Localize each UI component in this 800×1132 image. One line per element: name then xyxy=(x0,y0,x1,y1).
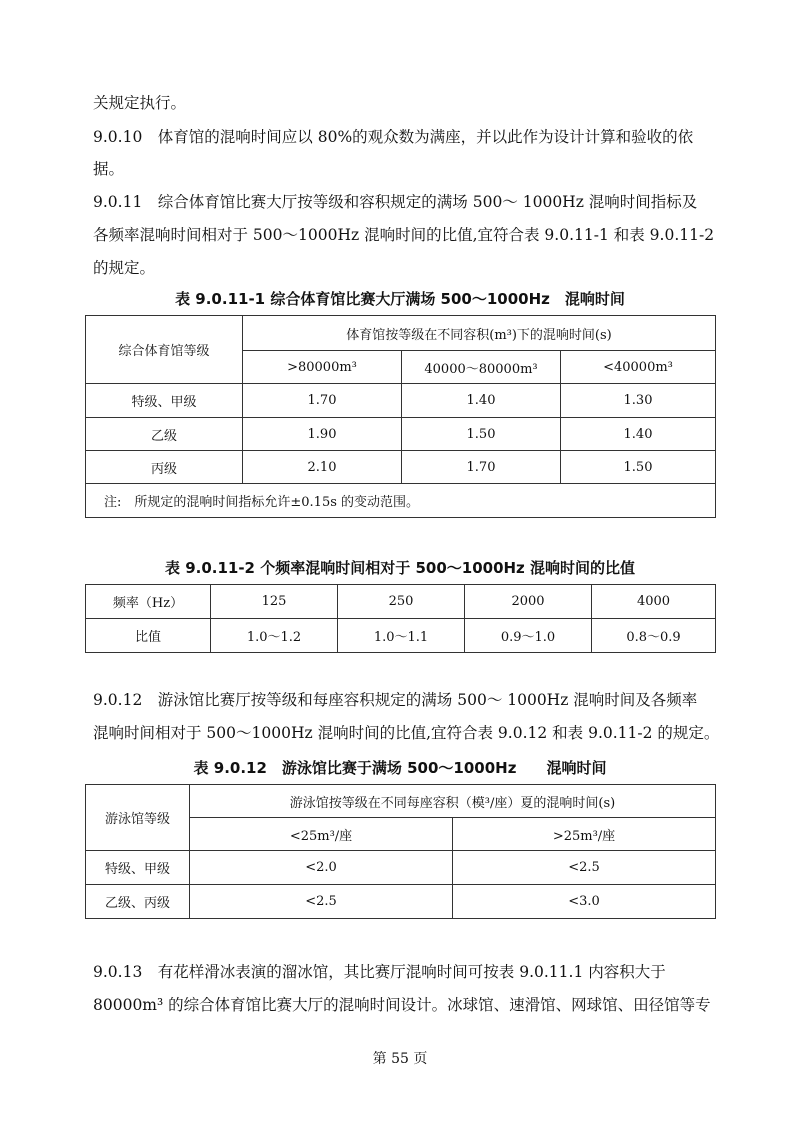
table2-header: 125 xyxy=(211,585,338,619)
table3-cell: 特级、甲级 xyxy=(86,851,190,885)
table1-note: 注: 所规定的混响时间指标允许±0.15s 的变动范围。 xyxy=(86,484,716,518)
page-number: 第 55 页 xyxy=(372,1051,428,1067)
table-row xyxy=(86,418,716,451)
clause-9-0-11: 9.0.11 综合体育馆比赛大厅按等级和容积规定的满场 500～ 1000Hz 混响时间指标及 xyxy=(93,193,698,211)
table1-header-span: 体育馆按等级在不同容积(m³)下的混响时间(s) xyxy=(243,316,716,351)
table2-cell: 0.8～0.9 xyxy=(592,619,716,653)
table-row xyxy=(86,885,716,919)
paragraph-line: 据。 xyxy=(93,160,125,178)
table3-cell: <2.5 xyxy=(190,885,453,919)
table1-cell: 1.70 xyxy=(402,451,561,484)
paragraph-line: 各频率混响时间相对于 500～1000Hz 混响时间的比值,宜符合表 9.0.11-1 和表 9.0.11-2 xyxy=(93,226,715,244)
table3-header-grade: 游泳馆等级 xyxy=(86,785,190,851)
paragraph-line: 混响时间相对于 500～1000Hz 混响时间的比值,宜符合表 9.0.12 和表 9.0.11-2 的规定。 xyxy=(93,724,720,742)
table2 xyxy=(85,584,716,653)
table3-cell: <2.0 xyxy=(190,851,453,885)
paragraph-line: 80000m³ 的综合体育馆比赛大厅的混响时间设计。冰球馆、速滑馆、网球馆、田径馆等专 xyxy=(93,996,711,1014)
table2-header: 2000 xyxy=(465,585,592,619)
clause-9-0-12: 9.0.12 游泳馆比赛厅按等级和每座容积规定的满场 500～ 1000Hz 混响时间及各频率 xyxy=(93,691,698,709)
table1-cell: 乙级 xyxy=(86,418,243,451)
table1-subheader: 40000～80000m³ xyxy=(402,351,561,384)
table-row xyxy=(86,585,716,619)
table1-cell: 1.40 xyxy=(561,418,716,451)
table3-subheader: >25m³/座 xyxy=(453,818,716,851)
table1-cell: 1.90 xyxy=(243,418,402,451)
table3 xyxy=(85,784,716,919)
table1-cell: 1.30 xyxy=(561,384,716,418)
table1 xyxy=(85,315,716,518)
table2-cell: 1.0～1.1 xyxy=(338,619,465,653)
table1-subheader: >80000m³ xyxy=(243,351,402,384)
table3-cell: <2.5 xyxy=(453,851,716,885)
paragraph-line: 的规定。 xyxy=(93,259,156,277)
table-row xyxy=(86,451,716,484)
table1-subheader: <40000m³ xyxy=(561,351,716,384)
table1-cell: 1.50 xyxy=(402,418,561,451)
table3-subheader: <25m³/座 xyxy=(190,818,453,851)
table1-cell: 2.10 xyxy=(243,451,402,484)
table1-cell: 1.50 xyxy=(561,451,716,484)
table-row xyxy=(86,384,716,418)
table2-cell: 0.9～1.0 xyxy=(465,619,592,653)
table1-cell: 丙级 xyxy=(86,451,243,484)
table1-cell: 1.70 xyxy=(243,384,402,418)
table2-cell: 1.0～1.2 xyxy=(211,619,338,653)
table3-header-span: 游泳馆按等级在不同每座容积（模³/座）夏的混响时间(s) xyxy=(190,785,716,818)
table3-cell: <3.0 xyxy=(453,885,716,919)
table3-cell: 乙级、丙级 xyxy=(86,885,190,919)
table1-header-grade: 综合体育馆等级 xyxy=(86,316,243,384)
table-row xyxy=(86,851,716,885)
table2-header: 250 xyxy=(338,585,465,619)
paragraph-line: 关规定执行。 xyxy=(93,94,187,112)
clause-9-0-10: 9.0.10 体育馆的混响时间应以 80%的观众数为满座，并以此作为设计计算和验收的依 xyxy=(93,128,694,146)
table2-header: 4000 xyxy=(592,585,716,619)
table2-caption: 表 9.0.11-2 个频率混响时间相对于 500～1000Hz 混响时间的比值 xyxy=(164,559,636,577)
table1-cell: 1.40 xyxy=(402,384,561,418)
table3-caption: 表 9.0.12 游泳馆比赛于满场 500～1000Hz 混响时间 xyxy=(193,759,607,777)
table2-cell: 比值 xyxy=(86,619,211,653)
table1-cell: 特级、甲级 xyxy=(86,384,243,418)
clause-9-0-13: 9.0.13 有花样滑冰表演的溜冰馆，其比赛厅混响时间可按表 9.0.11.1 内容积大于 xyxy=(93,963,666,981)
table2-header: 频率（Hz） xyxy=(86,585,211,619)
table1-caption: 表 9.0.11-1 综合体育馆比赛大厅满场 500～1000Hz 混响时间 xyxy=(175,290,625,308)
table-row xyxy=(86,619,716,653)
